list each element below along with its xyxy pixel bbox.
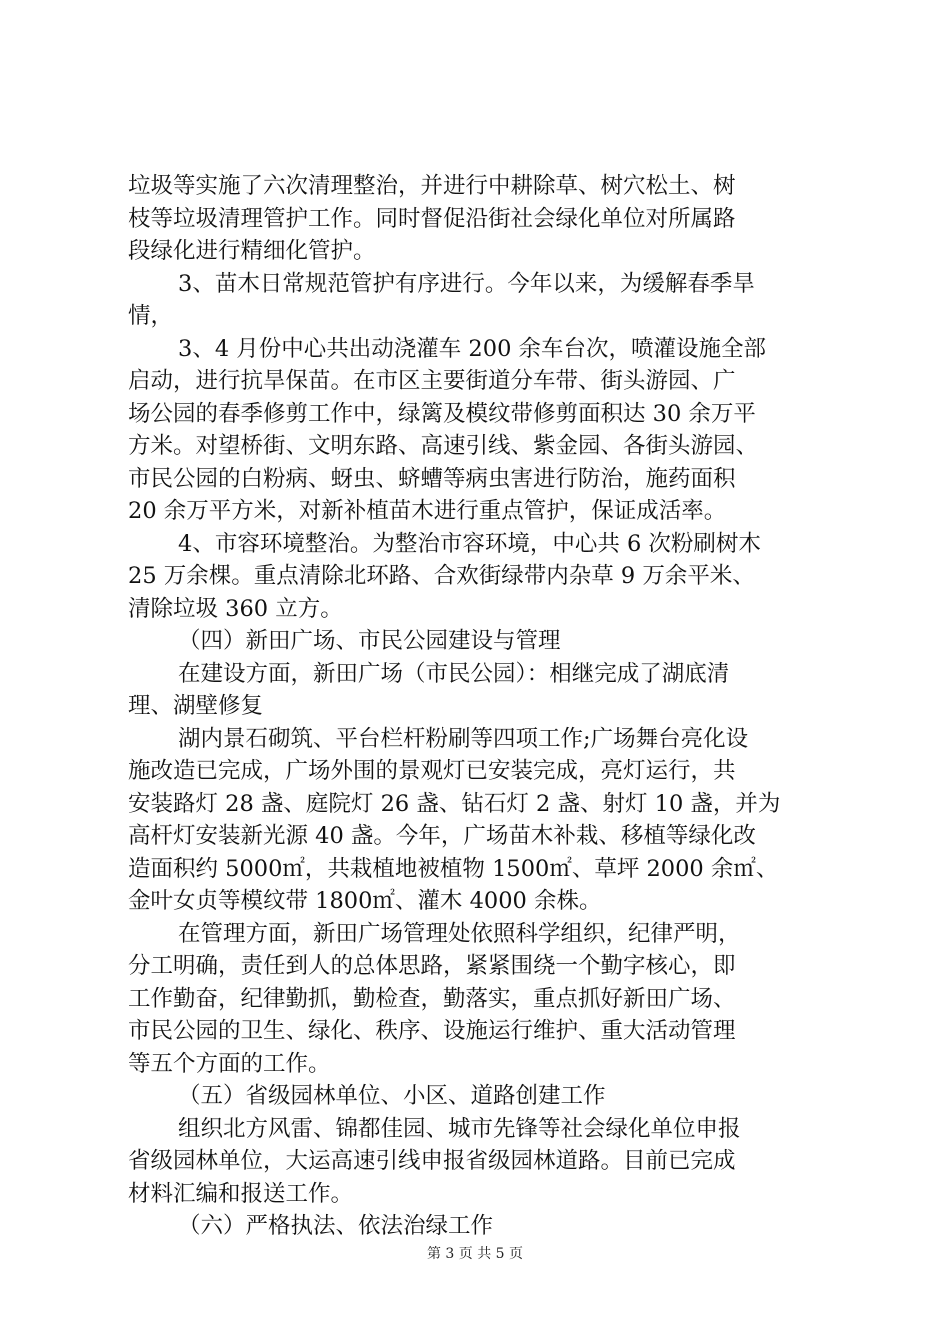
text-line: 枝等垃圾清理管护工作。同时督促沿街社会绿化单位对所属路 — [128, 205, 736, 232]
text-line: 湖内景石砌筑、平台栏杆粉刷等四项工作;广场舞台亮化设 — [178, 725, 749, 752]
text-line: 方米。对望桥街、文明东路、高速引线、紫金园、各街头游园、 — [128, 433, 759, 459]
text-line: 3、苗木日常规范管护有序进行。今年以来，为缓解春季旱 — [178, 270, 755, 297]
text-line: 市民公园的白粉病、蚜虫、蛴螬等病虫害进行防治，施药面积 — [128, 465, 736, 492]
text-line: 造面积约 5000㎡，共栽植地被植物 1500㎡、草坪 2000 余㎡、 — [128, 855, 779, 882]
text-line: 施改造已完成，广场外围的景观灯已安装完成，亮灯运行，共 — [128, 758, 736, 784]
text-line: 25 万余棵。重点清除北环路、合欢街绿带内杂草 9 万余平米、 — [128, 563, 755, 589]
text-line: 20 余万平方米，对新补植苗木进行重点管护，保证成活率。 — [128, 498, 727, 524]
text-line: 在管理方面，新田广场管理处依照科学组织，纪律严明， — [178, 920, 741, 947]
text-line: 段绿化进行精细化管护。 — [128, 238, 376, 264]
text-line: 场公园的春季修剪工作中，绿篱及模纹带修剪面积达 30 余万平 — [128, 400, 756, 427]
text-line: 理、湖壁修复 — [128, 693, 264, 719]
text-line: （五）省级园林单位、小区、道路创建工作 — [178, 1083, 606, 1109]
text-line: 3、4 月份中心共出动浇灌车 200 余车台次，喷灌设施全部 — [178, 335, 767, 362]
text-line: 高杆灯安装新光源 40 盏。今年，广场苗木补栽、移植等绿化改 — [128, 823, 756, 849]
text-line: 在建设方面，新田广场（市民公园）：相继完成了湖底清 — [178, 660, 730, 687]
text-line: 市民公园的卫生、绿化、秩序、设施运行维护、重大活动管理 — [128, 1018, 736, 1044]
text-line: （四）新田广场、市民公园建设与管理 — [178, 628, 561, 654]
text-line: （六）严格执法、依法治绿工作 — [178, 1213, 494, 1239]
text-line: 安装路灯 28 盏、庭院灯 26 盏、钻石灯 2 盏、射灯 10 盏，并为 — [128, 790, 781, 817]
text-line: 工作勤奋，纪律勤抓，勤检查，勤落实，重点抓好新田广场、 — [128, 985, 736, 1012]
text-line: 等五个方面的工作。 — [128, 1050, 331, 1077]
text-line: 金叶女贞等模纹带 1800㎡、灌木 4000 余株。 — [128, 888, 602, 914]
page-footer: 第 3 页 共 5 页 — [426, 1246, 524, 1262]
text-line: 启动，进行抗旱保苗。在市区主要街道分车带、街头游园、广 — [128, 368, 736, 394]
text-line: 清除垃圾 360 立方。 — [128, 595, 343, 622]
text-line: 4、市容环境整治。为整治市容环境，中心共 6 次粉刷树木 — [178, 530, 761, 557]
text-line: 省级园林单位，大运高速引线申报省级园林道路。目前已完成 — [128, 1148, 736, 1174]
text-line: 材料汇编和报送工作。 — [128, 1180, 354, 1207]
text-line: 情， — [128, 303, 174, 329]
text-line: 分工明确，责任到人的总体思路，紧紧围绕一个勤字核心，即 — [128, 953, 736, 979]
text-line: 垃圾等实施了六次清理整治，并进行中耕除草、树穴松土、树 — [128, 173, 736, 199]
text-line: 组织北方风雷、锦都佳园、城市先锋等社会绿化单位申报 — [178, 1115, 741, 1142]
document-body — [128, 170, 828, 1243]
